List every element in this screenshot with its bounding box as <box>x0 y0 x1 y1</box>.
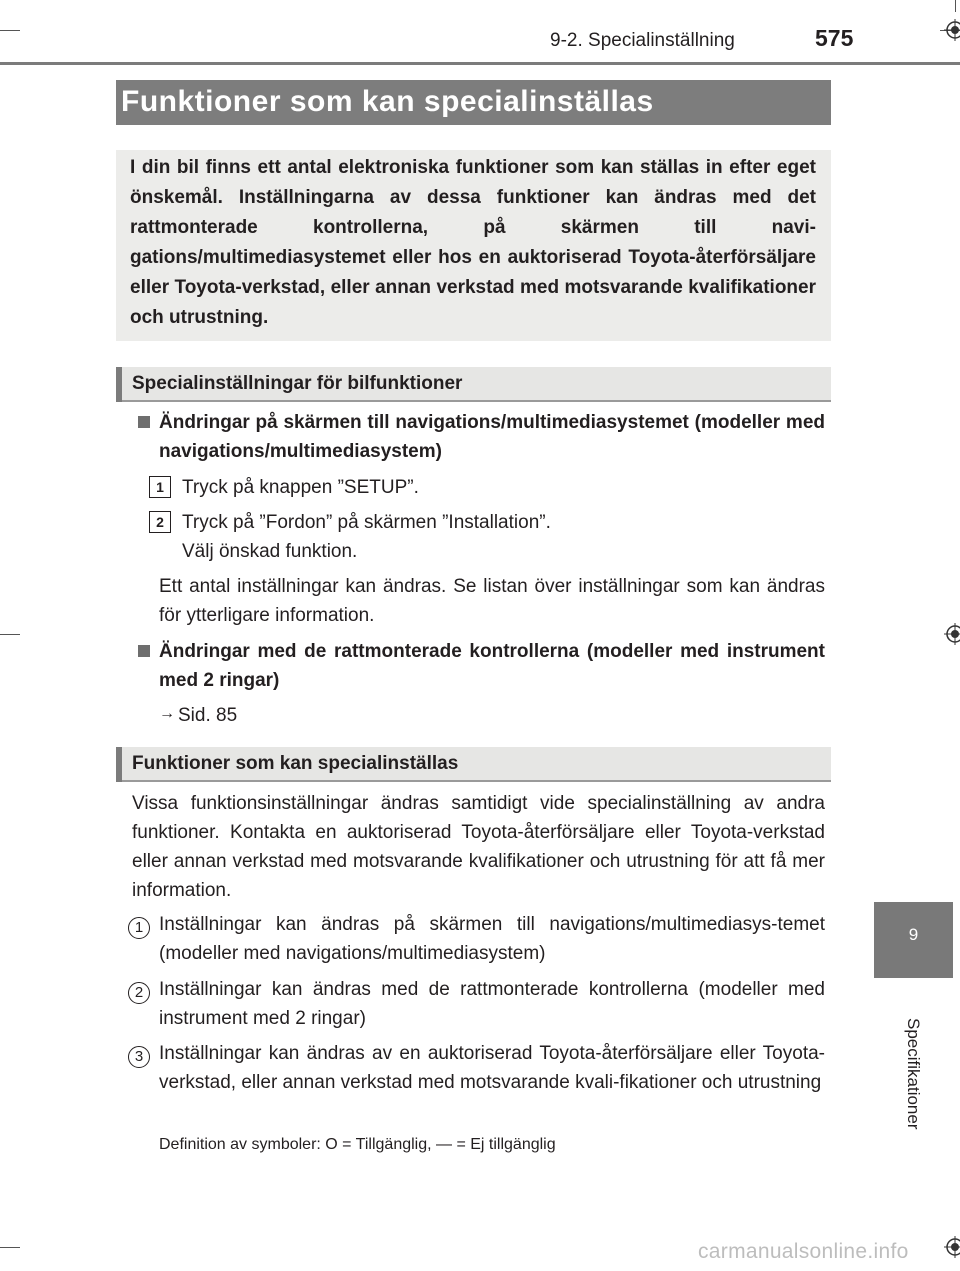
square-bullet-icon <box>138 645 150 657</box>
registration-mark-icon <box>944 623 960 645</box>
page-title: Funktioner som kan specialinställas <box>121 85 654 118</box>
header-rule <box>0 62 960 65</box>
square-bullet-icon <box>138 416 150 428</box>
item-title: Ändringar med de rattmonterade kontrollerna (modeller med instrument med 2 ringar) <box>159 641 825 691</box>
chapter-number: 9 <box>908 925 919 944</box>
page-reference: Sid. 85 <box>178 705 238 726</box>
list-item: Inställningar kan ändras av en auktoriserad Toyota-återförsäljare eller Toyota-verkstad, eller annan verkstad med motsvarande kvali-fikationer och utrustning <box>159 1043 825 1093</box>
symbol-definition: Definition av symboler: O = Tillgänglig, — = Ej tillgänglig <box>159 1136 556 1153</box>
item-note: Ett antal inställningar kan ändras. Se listan över inställningar som kan ändras för ytterligare information. <box>159 576 825 626</box>
step-number-box: 2 <box>149 511 171 533</box>
step-number-box: 1 <box>149 476 171 498</box>
section-heading: Specialinställningar för bilfunktioner <box>132 373 463 394</box>
crop-mark <box>0 1247 20 1248</box>
step-text: Tryck på knappen ”SETUP”. <box>182 477 419 498</box>
section-heading-accent <box>116 367 122 402</box>
list-item: Inställningar kan ändras med de rattmonterade kontrollerna (modeller med instrument med 2 ringar) <box>159 979 825 1029</box>
section-label: 9-2. Specialinställning <box>550 30 735 51</box>
registration-mark-icon <box>944 19 960 41</box>
chapter-label: Specifikationer <box>904 1018 923 1130</box>
page-number: 575 <box>815 25 854 51</box>
reference-arrow-icon: → <box>159 705 175 722</box>
section-heading-accent <box>116 747 122 782</box>
crop-mark <box>0 30 20 31</box>
list-number-circle: 3 <box>128 1046 150 1068</box>
list-number-circle: 2 <box>128 982 150 1004</box>
crop-mark <box>955 0 956 12</box>
item-title: Ändringar på skärmen till navigations/multimediasystemet (modeller med navigations/multimediasystem) <box>159 412 825 462</box>
list-number-circle: 1 <box>128 917 150 939</box>
step-subtext: Välj önskad funktion. <box>182 541 358 562</box>
section-heading: Funktioner som kan specialinställas <box>132 753 459 774</box>
step-text: Tryck på ”Fordon” på skärmen ”Installation”. <box>182 512 551 533</box>
list-item: Inställningar kan ändras på skärmen till navigations/multimediasys-temet (modeller med navigations/multimediasystem) <box>159 914 825 964</box>
section-paragraph: Vissa funktionsinställningar ändras samtidigt vide specialinställning av andra funktioner. Kontakta en auktoriserad Toyota-återförsäljare eller Toyota-verkstad eller annan verkstad med motsvarande kvalifikationer och utrustning för att få mer information. <box>132 793 825 901</box>
watermark: carmanualsonline.info <box>698 1240 909 1263</box>
crop-mark <box>0 634 20 635</box>
registration-mark-icon <box>944 1236 960 1258</box>
intro-text: I din bil finns ett antal elektroniska funktioner som kan ställas in efter eget önskemål. Inställningarna av dessa funktioner kan ändras med det rattmonterade kontrollerna, på skärmen till navi-gations/multimediasystemet eller hos en auktoriserad Toyota-återförsäljare eller Toyota-verkstad, eller annan verkstad med motsvarande kvalifikationer och utrustning. <box>130 157 816 328</box>
